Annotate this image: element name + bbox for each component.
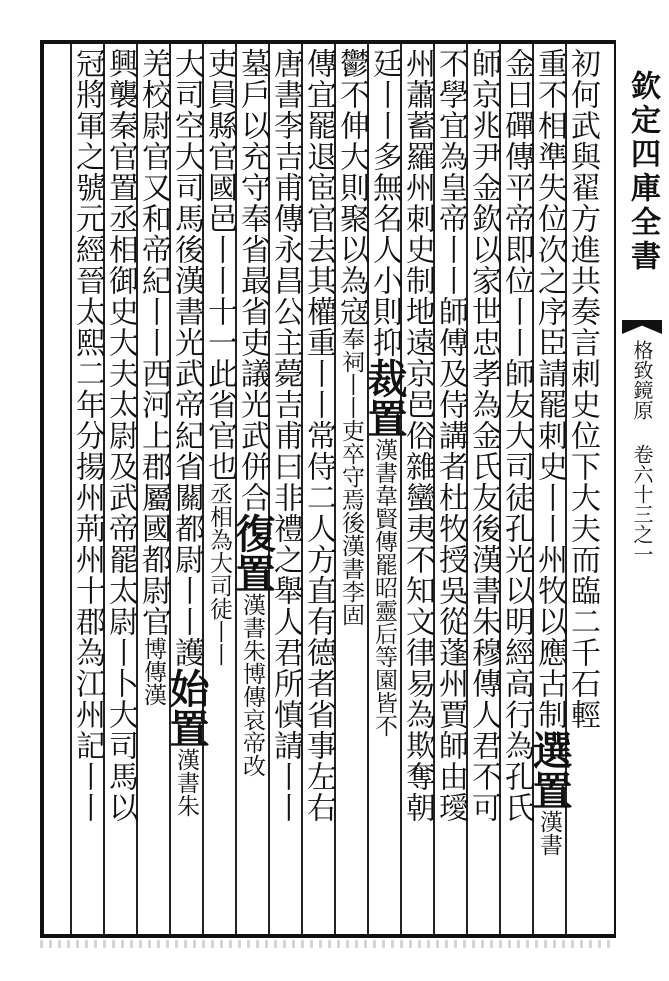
- bottom-edge: [40, 940, 616, 948]
- annotation-text: 漢書朱: [173, 748, 199, 817]
- text-column: [203, 48, 236, 928]
- text-column: [434, 48, 467, 928]
- fish-tail-mark: [622, 320, 662, 334]
- entry-heading: 始置: [163, 668, 210, 748]
- text-column: [229, 48, 276, 928]
- entry-heading: 選置: [526, 730, 573, 810]
- body-text: 冠將軍之號元經晉太熙二年分揚州荊州十郡為江州記丨丨: [70, 48, 105, 823]
- body-text: 興襲秦官置丞相御史大夫太尉及武帝罷太尉丨卜大司馬以: [103, 48, 138, 823]
- body-text: 廷丨丨多無名人小則抑: [367, 48, 402, 358]
- annotation-text: 丞相為大司徒丨丨: [206, 482, 232, 666]
- body-text: 唐書李吉甫傳永昌公主薨吉甫曰非禮之舉人君所慎請丨丨: [268, 48, 303, 823]
- body-text: 初何武與翟方進共奏言刺史位下大夫而臨二千石輕: [565, 48, 600, 730]
- page-margin: [622, 40, 662, 938]
- text-column: [104, 48, 137, 928]
- annotation-text: 漢書朱博傳哀帝改: [239, 593, 265, 777]
- body-text: 傳宜罷退宦官去其權重丨丨常侍二人方直有德者省事左右: [301, 48, 336, 823]
- body-text: 不學宜為皇帝丨丨師傅及侍講者杜牧授吳從蓬州賈師由璦: [433, 48, 468, 823]
- text-column: [137, 48, 170, 928]
- annotation-text: 奉祠丨丨吏卒守焉後漢書李固: [338, 327, 364, 626]
- annotation-text: 博傳漢: [140, 637, 166, 706]
- text-column: [163, 48, 210, 928]
- body-text: 州蕭蓄羅州刺史制地遠京邑俗雜蠻夷不知文律易為欺奪朝: [400, 48, 435, 823]
- body-text: 金日磾傳平帝即位丨丨師友大司徒孔光以明經高行為孔氏: [499, 48, 534, 823]
- body-text: 重不相準失位次之序臣請罷刺史丨丨州牧以應古制: [532, 48, 567, 730]
- body-text: 師京兆尹金欽以家世忠孝為金氏友後漢書朱穆傳人君不可: [466, 48, 501, 823]
- body-text: 墓戶以充守奉省最省吏議光武併合: [235, 48, 270, 513]
- entry-heading: 復置: [229, 513, 276, 593]
- body-text: 鬱不伸大則聚以為寇: [334, 48, 369, 327]
- body-text: 羌校尉官又和帝紀丨丨西河上郡屬國都尉官: [136, 48, 171, 637]
- text-column: [269, 48, 302, 928]
- text-column: [500, 48, 533, 928]
- body-text: 大司空大司馬後漢書光武帝紀省關都尉丨丨護: [169, 48, 204, 668]
- column-rule: [70, 44, 72, 934]
- text-column: [71, 48, 104, 928]
- volume-label: 格致鏡原 卷六十三之一: [630, 340, 654, 564]
- body-text: 吏員縣官國邑丨丨十一此省官也: [202, 48, 237, 482]
- text-column: [526, 48, 573, 928]
- annotation-text: 漢書韋賢傳罷昭靈后等園皆不: [371, 438, 397, 737]
- text-column: [401, 48, 434, 928]
- text-column: [467, 48, 500, 928]
- text-column: [302, 48, 335, 928]
- annotation-text: 漢書: [536, 810, 562, 856]
- entry-heading: 裁置: [361, 358, 408, 438]
- text-column: [335, 48, 368, 928]
- book-title: 欽定四庫全書: [625, 70, 660, 274]
- text-column: [361, 48, 408, 928]
